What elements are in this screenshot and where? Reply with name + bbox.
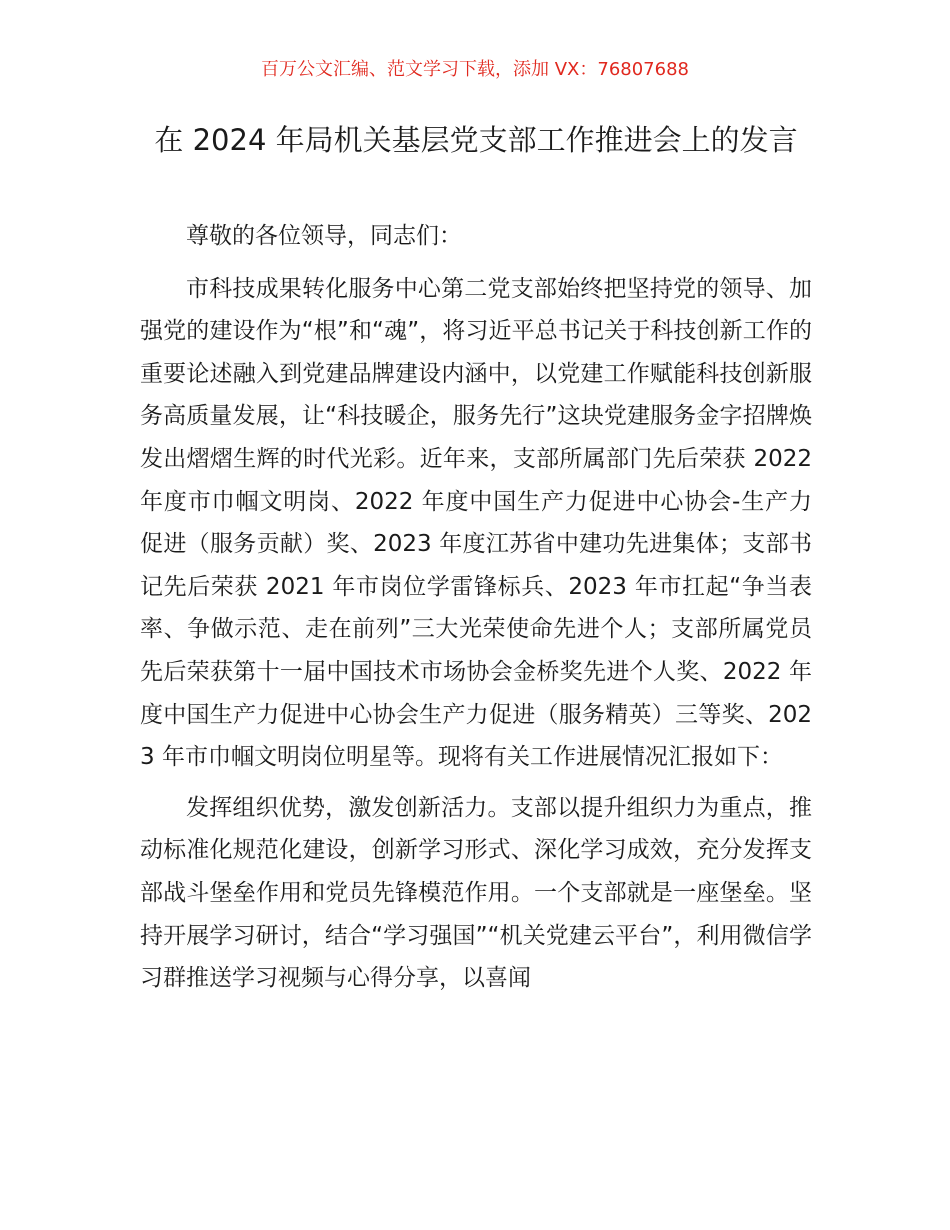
header-watermark-note: 百万公文汇编、范文学习下载，添加 VX：76807688 (261, 59, 689, 80)
greeting-line: 尊敬的各位领导，同志们： (186, 223, 462, 249)
body-paragraph-2: 发挥组织优势，激发创新活力。支部以提升组织力为重点，推动标准化规范化建设，创新学习形式、深化学习成效，充分发挥支部战斗堡垒作用和党员先锋模范作用。一个支部就是一座堡垒。坚持开展学习研讨，结合“学习强国”“机关党建云平台”，利用微信学习群推送学习视频与心得分享，以喜闻 (140, 794, 812, 992)
document-title: 在 2024 年局机关基层党支部工作推进会上的发言 (154, 123, 798, 157)
document-body (140, 215, 812, 1008)
body-paragraph-1: 市科技成果转化服务中心第二党支部始终把坚持党的领导、加强党的建设作为“根”和“魂”，将习近平总书记关于科技创新工作的重要论述融入到党建品牌建设内涵中，以党建工作赋能科技创新服务高质量发展，让“科技暖企，服务先行”这块党建服务金字招牌焕发出熠熠生辉的时代光彩。近年来，支部所属部门先后荣获 2022 年度市巾帼文明岗、2022 年度中国生产力促进中心协会-生产力促进（服务贡献）奖、2023 年度江苏省中建功先进集体；支部书记先后荣获 2021 年市岗位学雷锋标兵、2023 年市扛起“争当表率、争做示范、走在前列”三大光荣使命先进个人；支部所属党员先后荣获第十一届中国技术市场协会金桥奖先进个人奖、2022 年度中国生产力促进中心协会生产力促进（服务精英）三等奖、2023 年市巾帼文明岗位明星等。现将有关工作进展情况汇报如下： (140, 275, 812, 771)
